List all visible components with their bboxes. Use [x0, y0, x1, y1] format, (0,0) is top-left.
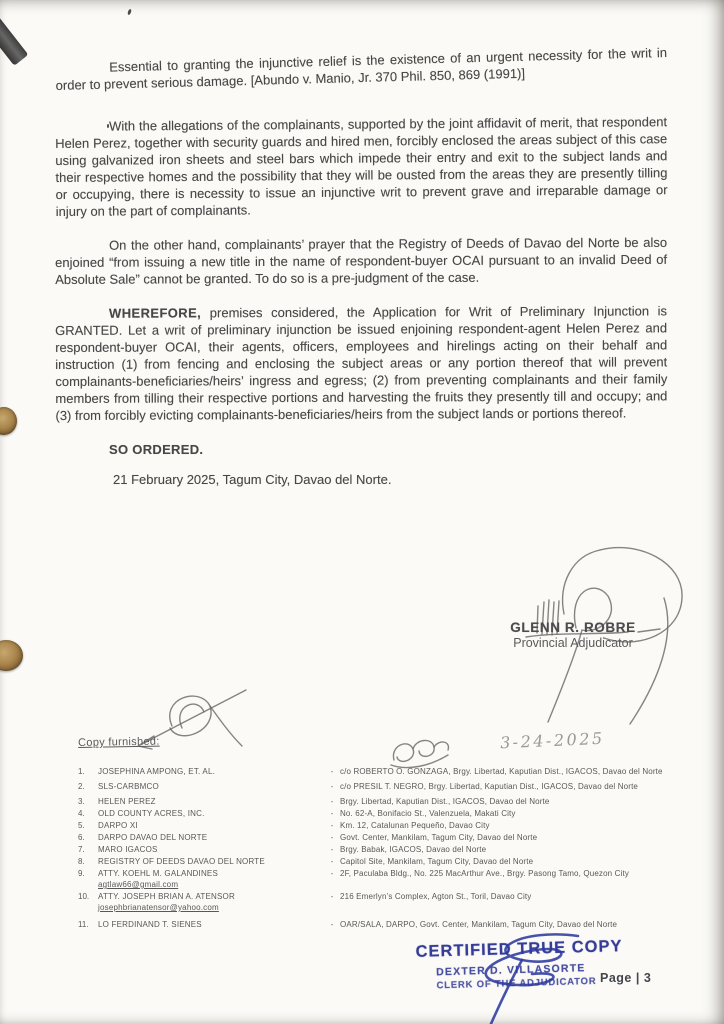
row-number: 2. [78, 782, 85, 791]
row-number: 7. [78, 845, 85, 854]
copy-furnished-heading: Copy furnished: [78, 735, 160, 749]
row-number: 11. [78, 920, 89, 929]
separator-dash: - [330, 767, 334, 776]
ink-speck [127, 9, 132, 16]
copy-furnished-row [78, 797, 700, 807]
recipient-address: 216 Emerlyn’s Complex, Agton St., Toril, Davao City [340, 892, 532, 901]
separator-dash: - [330, 892, 334, 901]
copy-furnished-row [78, 845, 700, 855]
recipient-address: Km. 12, Catalunan Pequeño, Davao City [340, 821, 490, 830]
signatory-name: GLENN R. ROBRE [510, 620, 636, 635]
stamp-clerk-title: CLERK OF THE ADJUDICATOR [436, 975, 597, 992]
copy-furnished-row [78, 869, 700, 890]
separator-dash: - [330, 782, 334, 791]
stamp-title: CERTIFIED TRUE COPY [415, 937, 623, 961]
separator-dash: - [330, 833, 334, 842]
recipient-address: Brgy. Libertad, Kaputian Dist., IGACOS, Davao del Norte [340, 797, 550, 806]
separator-dash: - [330, 869, 334, 878]
recipient-name: DARPO DAVAO DEL NORTE [98, 833, 208, 842]
recipient-name: SLS-CARBMCO [98, 782, 159, 791]
punch-hole [0, 640, 23, 671]
row-number: 3. [78, 797, 85, 806]
wherefore-text: premises considered, the Application for Writ of Preliminary Injunction is GRANTED. Let a writ of preliminary injunction be issued enjoining respondent-agent Helen Perez and respondent-buyer OCAI, their agents, officers, employees and hirelings acting on their behalf and instruction (1) from fencing and enclosing the subject areas or any portion thereof that will prevent complainants-beneficiaries/heirs’ ingress and egress; (2) from preventing complainants and their family members from tilling their respective portions and harvesting the fruits they presently till and occupy; and (3) from forcibly evicting complainants-beneficiaries/heirs from the subject lands or portions thereof. [55, 303, 668, 423]
paragraph-allegations: With the allegations of the complainants, supported by the joint affidavit of merit, that respondent Helen Perez, together with security guards and hired men, forcibly enclosed the areas subject of this case using galvanized iron sheets and steel bars which impede their entry and exit to the subject lands and their respective homes and the possibility that they will be ousted from the areas they are presently tilling or occupying, there is necessity to issue an injunctive writ to prevent grave and irreparable damage or injury on the part of complainants. [55, 114, 668, 219]
copy-furnished-row [78, 821, 700, 831]
separator-dash: - [330, 809, 334, 818]
copy-furnished-section [78, 733, 700, 932]
row-number: 1. [78, 767, 85, 776]
copy-furnished-row [78, 782, 700, 792]
certified-true-copy-stamp [415, 937, 623, 992]
copy-furnished-row [78, 892, 700, 913]
punch-hole [0, 407, 17, 435]
separator-dash: - [330, 845, 334, 854]
dateline: 21 February 2025, Tagum City, Davao del Norte. [113, 472, 392, 487]
copy-furnished-row [78, 833, 700, 843]
recipient-name: LO FERDINAND T. SIENES [98, 920, 202, 929]
row-number: 10. [78, 892, 90, 901]
row-number: 8. [78, 857, 85, 866]
staple-mark [0, 0, 28, 66]
row-number: 9. [78, 869, 85, 878]
so-ordered: SO ORDERED. [109, 442, 204, 457]
recipient-name: OLD COUNTY ACRES, INC. [98, 809, 205, 818]
recipient-name-text: ATTY. JOSEPH BRIAN A. ATENSOR [98, 892, 235, 901]
copy-furnished-row [78, 920, 700, 930]
recipient-email: josephbrianatensor@yahoo.com [98, 903, 219, 912]
recipient-email: agtlaw66@gmail.com [98, 880, 179, 889]
stamp-clerk-name: DEXTER D. VILLASORTE [436, 962, 586, 979]
signatory-block [468, 620, 678, 650]
recipient-address: Govt. Center, Mankilam, Tagum City, Davao del Norte [340, 833, 538, 842]
signatory-title: Provincial Adjudicator [513, 636, 633, 650]
copy-furnished-rows [78, 767, 700, 930]
paragraph-registry-of-deeds: On the other hand, complainants’ prayer that the Registry of Deeds of Davao del Norte be also enjoined “from issuing a new title in the name of respondent-buyer OCAI pursuant to an invalid Deed of Absolute Sale” cannot be granted. To do so is a pre-judgment of the case. [55, 234, 668, 287]
recipient-address: No. 62-A, Bonifacio St., Valenzuela, Makati City [340, 809, 516, 818]
recipient-name: HELEN PEREZ [98, 797, 156, 806]
separator-dash: - [330, 797, 334, 806]
recipient-name [98, 892, 324, 913]
recipient-address: Brgy. Babak, IGACOS, Davao del Norte [340, 845, 487, 854]
row-number: 6. [78, 833, 85, 842]
copy-furnished-row [78, 767, 700, 777]
separator-dash: - [330, 857, 334, 866]
row-number: 4. [78, 809, 85, 818]
recipient-name: JOSEPHINA AMPONG, ET. AL. [98, 767, 216, 776]
copy-furnished-row [78, 857, 700, 867]
separator-dash: - [330, 920, 334, 929]
row-number: 5. [78, 821, 85, 830]
recipient-name [98, 869, 324, 890]
paragraph-injunctive-relief: Essential to granting the injunctive relief is the existence of an urgent necessity for the writ in order to prevent serious damage. [Abundo v. Manio, Jr. 370 Phil. 850, 869 (1991)] [55, 44, 668, 93]
separator-dash: - [330, 821, 334, 830]
wherefore-keyword: WHEREFORE, [109, 305, 202, 321]
copy-furnished-row [78, 809, 700, 819]
page-number: Page | 3 [600, 971, 652, 985]
recipient-address: Capitol Site, Mankilam, Tagum City, Davao del Norte [340, 857, 534, 866]
recipient-address: c/o PRESIL T. NEGRO, Brgy. Libertad, Kaputian Dist., IGACOS, Davao del Norte [340, 782, 639, 791]
recipient-address: c/o ROBERTO O. GONZAGA, Brgy. Libertad, Kaputian Dist., IGACOS, Davao del Norte [340, 767, 663, 776]
recipient-name: MARO IGACOS [98, 845, 158, 854]
recipient-name: DARPO XI [98, 821, 138, 830]
decision-body [55, 44, 668, 488]
paragraph-wherefore [55, 302, 668, 424]
recipient-name-text: ATTY. KOEHL M. GALANDINES [98, 869, 218, 878]
recipient-address: 2F, Paculaba Bldg., No. 225 MacArthur Ave., Brgy. Pasong Tamo, Quezon City [340, 869, 630, 878]
handwritten-date: 3-24-2025 [498, 728, 606, 753]
recipient-address: OAR/SALA, DARPO, Govt. Center, Mankilam, Tagum City, Davao del Norte [340, 920, 618, 929]
recipient-name: REGISTRY OF DEEDS DAVAO DEL NORTE [98, 857, 265, 866]
